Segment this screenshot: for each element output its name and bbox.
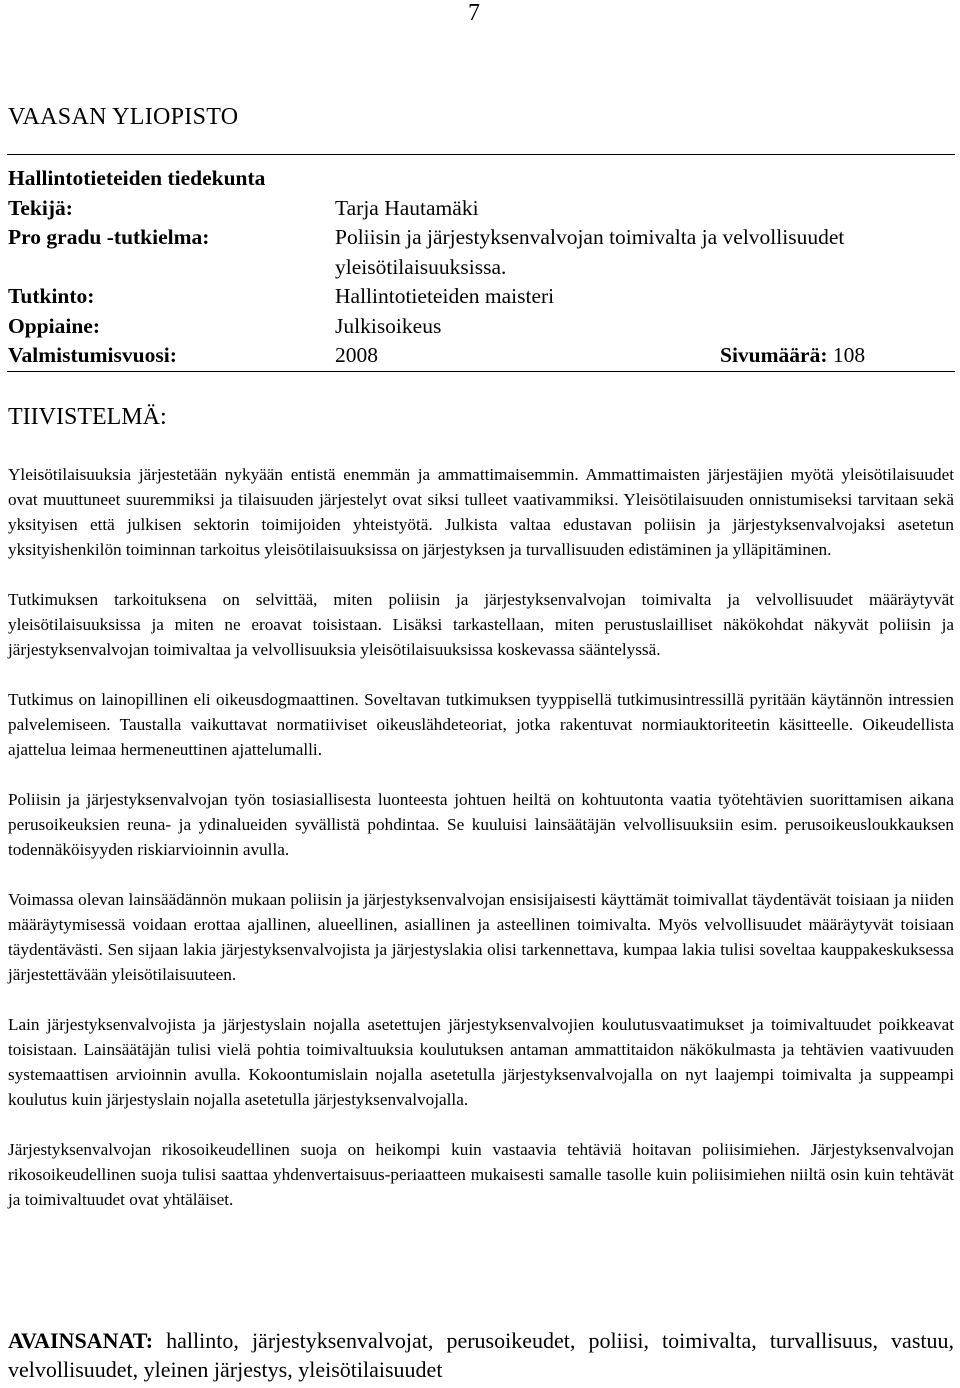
degree-label: Tutkinto:: [8, 284, 95, 308]
abstract-paragraph: Voimassa olevan lainsäädännön mukaan poliisin ja järjestyksenvalvojan ensisijaisesti käyttämät toimivallat täydentävät toisiaan ja niiden määräytymisessä voidaan erottaa ajallinen, alueellinen, asiallinen ja asteellinen toimivalta. Myös velvollisuudet määräytyvät toisiaan täydentävästi. Sen sijaan lakia järjestyksenvalvojista ja järjestyslakia olisi tarkennettava, kumpaa lakia tulisi soveltaa kauppakeskuksessa järjestettävään yleisötilaisuuteen.: [8, 890, 954, 984]
pages: 108: [832, 343, 866, 367]
thesis-title-line2: yleisötilaisuuksissa.: [335, 254, 507, 279]
divider-top: [7, 154, 955, 155]
year-label: Valmistumisvuosi:: [8, 343, 177, 367]
abstract-heading: TIIVISTELMÄ:: [8, 404, 167, 430]
abstract-paragraph: Järjestyksenvalvojan rikosoikeudellinen suoja on heikompi kuin vastaavia tehtäviä hoitavan poliisimiehen. Järjestyksenvalvojan rikosoikeudellinen suoja tulisi saattaa yhdenvertaisuus-periaatteen mukaisesti samalle tasolle kuin poliisimiehen niiltä osin kuin tehtävät ja toimivaltuudet ovat yhtäläiset.: [8, 1140, 954, 1209]
faculty: Hallintotieteiden tiedekunta: [8, 166, 266, 190]
abstract-paragraph: Tutkimus on lainopillinen eli oikeusdogmaattinen. Soveltavan tutkimuksen tyyppisellä tutkimusintressillä pyritään käytännön intressien palvelemiseen. Taustalla vaikuttavat normatiiviset oikeuslähdeteoriat, jotka rakentuvat normiauktoriteetin käsitteelle. Oikeudellista ajattelua leimaa hermeneuttinen ajattelumalli.: [8, 690, 954, 759]
author: Tarja Hautamäki: [335, 195, 479, 220]
university-name: VAASAN YLIOPISTO: [8, 104, 239, 130]
abstract-paragraph: Yleisötilaisuuksia järjestetään nykyään entistä enemmän ja ammattimaisemmin. Ammattimaisten järjestäjien myötä yleisötilaisuudet ovat muuttuneet suuremmiksi ja tilaisuuden järjestelyt ovat siksi tulleet vaativammiksi. Yleisötilaisuuden onnistumiseksi tarvitaan sekä yksityisen että julkisen sektorin toimijoiden yhteistyötä. Julkista valtaa edustavan poliisin ja järjestyksenvalvojaksi asetetun yksityishenkilön toiminnan tarkoitus yleisötilaisuuksissa on järjestyksen ja turvallisuuden edistäminen ja ylläpitäminen.: [8, 465, 954, 559]
thesis-title-line1: Poliisin ja järjestyksenvalvojan toimivalta ja velvollisuudet: [335, 225, 845, 249]
abstract-paragraph: Tutkimuksen tarkoituksena on selvittää, miten poliisin ja järjestyksenvalvojan toimivalta ja velvollisuudet määräytyvät yleisötilaisuuksissa ja miten ne eroavat toisistaan. Lisäksi tarkastellaan, miten perustuslailliset näkökohdat näkyvät poliisin ja järjestyksenvalvojan toimivaltaa ja velvollisuuksia yleisötilaisuuksissa koskevassa sääntelyssä.: [8, 590, 954, 659]
abstract-body: [8, 462, 954, 1237]
page-number: 7: [468, 0, 480, 26]
abstract-paragraph: Lain järjestyksenvalvojista ja järjestyslain nojalla asetettujen järjestyksenvalvojien koulutusvaatimukset ja toimivaltuudet poikkeavat toisistaan. Lainsäätäjän tulisi vielä pohtia toimivaltuuksia koulutuksen antaman ammattitaidon näkökulmasta ja tehtävien vaativuuden systemaattisen arvioinnin avulla. Kokoontumislain nojalla asetetulla järjestyksenvalvojalla on nyt laajempi toimivalta ja suppeampi koulutus kuin järjestyslain nojalla asetetulla järjestyksenvalvojalla.: [8, 1015, 954, 1109]
author-label: Tekijä:: [8, 195, 73, 220]
keywords-label: AVAINSANAT:: [8, 1328, 154, 1353]
thesis-label: Pro gradu -tutkielma:: [8, 225, 210, 249]
thesis-metadata: [8, 164, 954, 371]
pages-label: Sivumäärä:: [720, 343, 828, 367]
divider-bottom: [7, 371, 955, 372]
subject: Julkisoikeus: [335, 313, 442, 338]
degree: Hallintotieteiden maisteri: [335, 284, 555, 308]
keywords-list: hallinto, järjestyksenvalvojat, perusoikeudet, poliisi, toimivalta, turvallisuus, vastuu, velvollisuudet, yleinen järjestys, yleisötilaisuudet: [8, 1328, 954, 1382]
year: 2008: [335, 343, 378, 367]
abstract-paragraph: Poliisin ja järjestyksenvalvojan työn tosiasiallisesta luonteesta johtuen heiltä on kohtuutonta vaatia työtehtävien suorittamisen aikana perusoikeuksien reuna- ja ydinalueiden syvällistä pohdintaa. Se kuuluisi lainsäätäjän velvollisuuksiin esim. perusoikeusloukkauksen todennäköisyyden riskiarvioinnin avulla.: [8, 790, 954, 859]
keywords: [8, 1326, 954, 1384]
subject-label: Oppiaine:: [8, 313, 100, 338]
